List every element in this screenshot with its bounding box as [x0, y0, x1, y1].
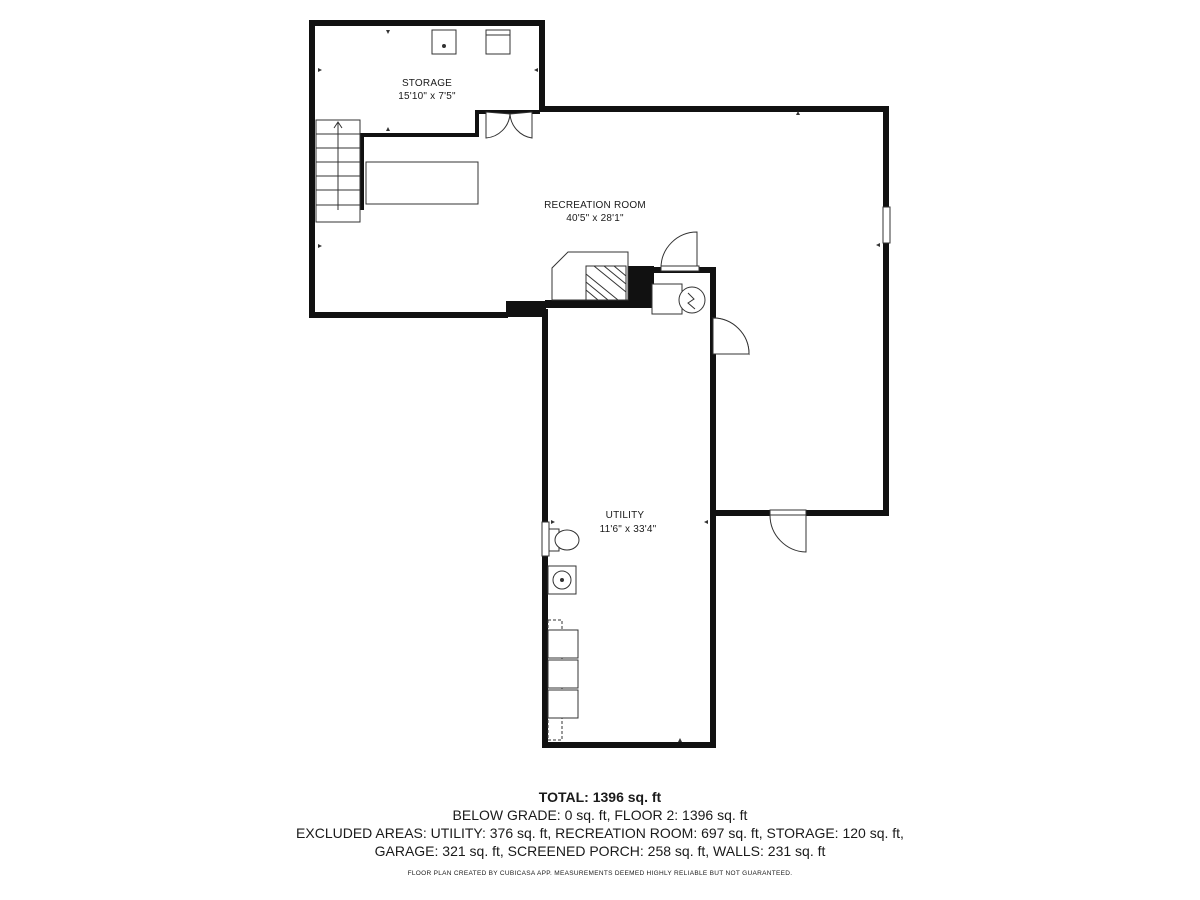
door-storage-left — [486, 112, 510, 138]
total-area: TOTAL: 1396 sq. ft — [538, 789, 662, 805]
fireplace — [552, 252, 628, 300]
toilet-bowl — [555, 530, 579, 550]
excluded-areas-line1: EXCLUDED AREAS: UTILITY: 376 sq. ft, RECREATION ROOM: 697 sq. ft, STORAGE: 120 sq. ft, — [296, 825, 904, 841]
recreation-name: RECREATION ROOM — [544, 200, 646, 211]
stairs — [316, 120, 360, 222]
window-east — [883, 207, 890, 243]
water-heater — [652, 284, 705, 314]
door-storage-right — [510, 112, 532, 138]
storage-dims: 15'10" x 7'5" — [398, 91, 456, 102]
credit-disclaimer: FLOOR PLAN CREATED BY CUBICASA APP. MEASUREMENTS DEEMED HIGHLY RELIABLE BUT NOT GUARANTEED. — [407, 870, 793, 877]
door-exterior-south — [770, 515, 806, 552]
utility-name: UTILITY — [605, 510, 645, 521]
counter — [366, 162, 478, 204]
wall-block-sw — [506, 301, 546, 317]
utility-fixtures — [548, 529, 579, 594]
grade-breakdown: BELOW GRADE: 0 sq. ft, FLOOR 2: 1396 sq. ft — [452, 807, 748, 823]
storage-name: STORAGE — [401, 78, 453, 89]
utility-sink — [432, 30, 456, 54]
door-rec-closet — [661, 232, 697, 268]
walls — [312, 23, 886, 745]
wall-junction — [545, 300, 655, 308]
appliance — [486, 30, 510, 54]
window-utility — [542, 522, 549, 556]
doors — [486, 112, 806, 552]
recreation-dims: 40'5" x 28'1" — [566, 213, 624, 224]
storage-fixtures — [432, 30, 510, 54]
utility-dims: 11'6" x 33'4" — [599, 524, 657, 535]
laundry-units — [548, 620, 578, 740]
excluded-areas-line2: GARAGE: 321 sq. ft, SCREENED PORCH: 258 sq. ft, WALLS: 231 sq. ft — [374, 843, 826, 859]
